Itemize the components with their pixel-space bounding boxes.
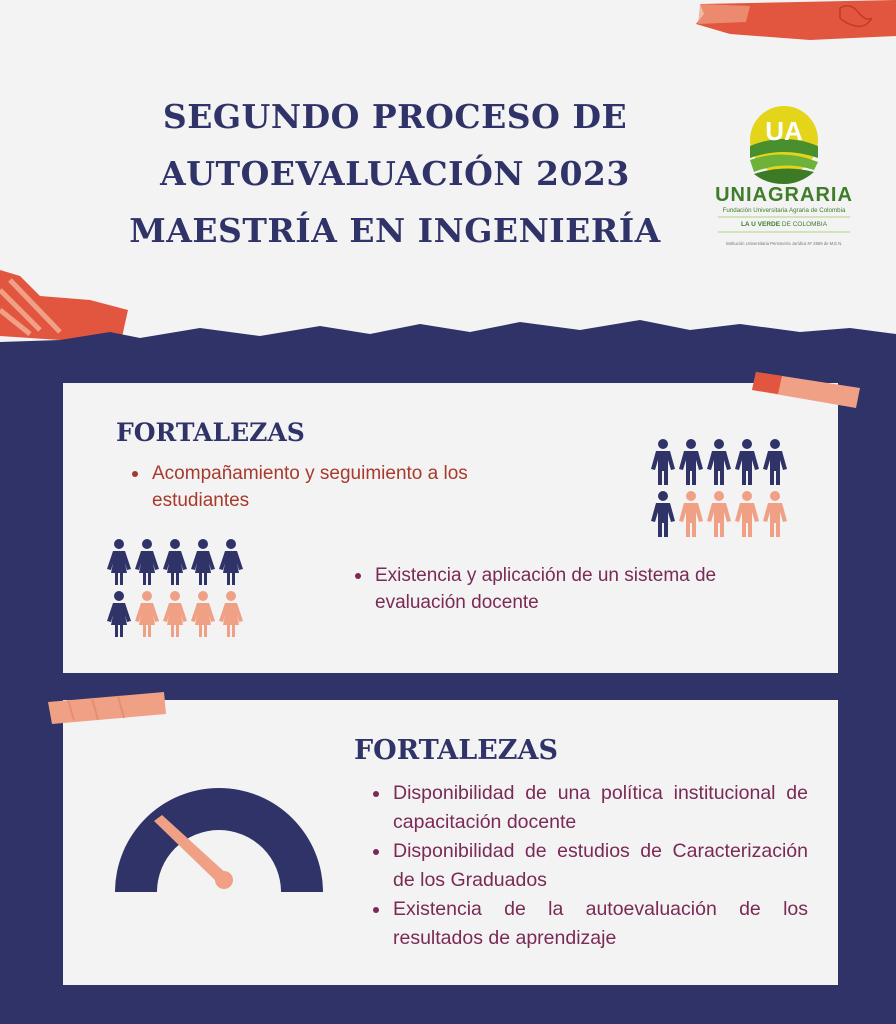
uniagraria-logo: [704, 102, 864, 262]
section1-heading: FORTALEZAS: [116, 418, 305, 447]
torn-paper-top-right: [690, 0, 896, 40]
people-icon-group-women: [104, 537, 254, 639]
person-icon: [107, 591, 131, 637]
people-icon-group-men: [648, 437, 798, 539]
title-line-3: MAESTRÍA EN INGENIERÍA: [129, 211, 661, 250]
logo-tagline: [741, 221, 828, 228]
torn-edge-top: [0, 310, 896, 350]
person-icon: [679, 491, 703, 537]
person-icon: [191, 539, 215, 585]
bullet-dot: [373, 849, 379, 855]
person-icon: [219, 591, 243, 637]
list-item-text: Disponibilidad de una política institucional de capacitación docente: [393, 782, 808, 833]
person-icon: [191, 591, 215, 637]
logo-tagline-bold: LA U VERDE: [740, 221, 781, 228]
title-line-2: AUTOEVALUACIÓN 2023: [160, 154, 630, 193]
logo-subtitle: Fundación Universitaria Agraria de Colombia: [722, 207, 846, 214]
section1-bullet-1: [152, 460, 552, 514]
list-item: [393, 837, 808, 895]
list-item: [393, 895, 808, 953]
bullet-dot: [373, 791, 379, 797]
section1-bullet-2-text: Existencia y aplicación de un sistema de evaluación docente: [375, 565, 717, 613]
logo-legal: Institución Universitaria Personería Jurídica Nº 2559 de M.E.N.: [725, 241, 843, 246]
section2-list: [393, 779, 808, 953]
person-icon: [651, 439, 675, 485]
person-icon: [135, 591, 159, 637]
bullet-dot: [373, 907, 379, 913]
section2-heading: FORTALEZAS: [354, 735, 558, 766]
section1-bullet-1-text: Acompañamiento y seguimiento a los estudiantes: [152, 463, 468, 511]
person-icon: [735, 491, 759, 537]
section1-bullet-2: [375, 562, 785, 616]
person-icon: [107, 539, 131, 585]
page-title: [95, 88, 695, 259]
tape-card1: [752, 368, 862, 412]
person-icon: [163, 539, 187, 585]
torn-edge-bottom: [0, 985, 896, 1024]
person-icon: [763, 439, 787, 485]
logo-initials: UA: [765, 116, 803, 146]
person-icon: [135, 539, 159, 585]
bullet-dot: [132, 471, 138, 477]
logo-name: UNIAGRARIA: [715, 184, 853, 206]
bullet-dot: [355, 573, 361, 579]
person-icon: [219, 539, 243, 585]
person-icon: [679, 439, 703, 485]
gauge-icon: [112, 785, 326, 895]
list-item-text: Disponibilidad de estudios de Caracterización de los Graduados: [393, 840, 808, 891]
person-icon: [735, 439, 759, 485]
list-item: [393, 779, 808, 837]
list-item-text: Existencia de la autoevaluación de los resultados de aprendizaje: [393, 898, 808, 949]
person-icon: [707, 491, 731, 537]
title-line-1: SEGUNDO PROCESO DE: [162, 97, 628, 136]
person-icon: [651, 491, 675, 537]
tape-card2: [48, 690, 168, 730]
person-icon: [707, 439, 731, 485]
person-icon: [163, 591, 187, 637]
person-icon: [763, 491, 787, 537]
logo-tagline-rest: DE COLOMBIA: [780, 221, 828, 228]
